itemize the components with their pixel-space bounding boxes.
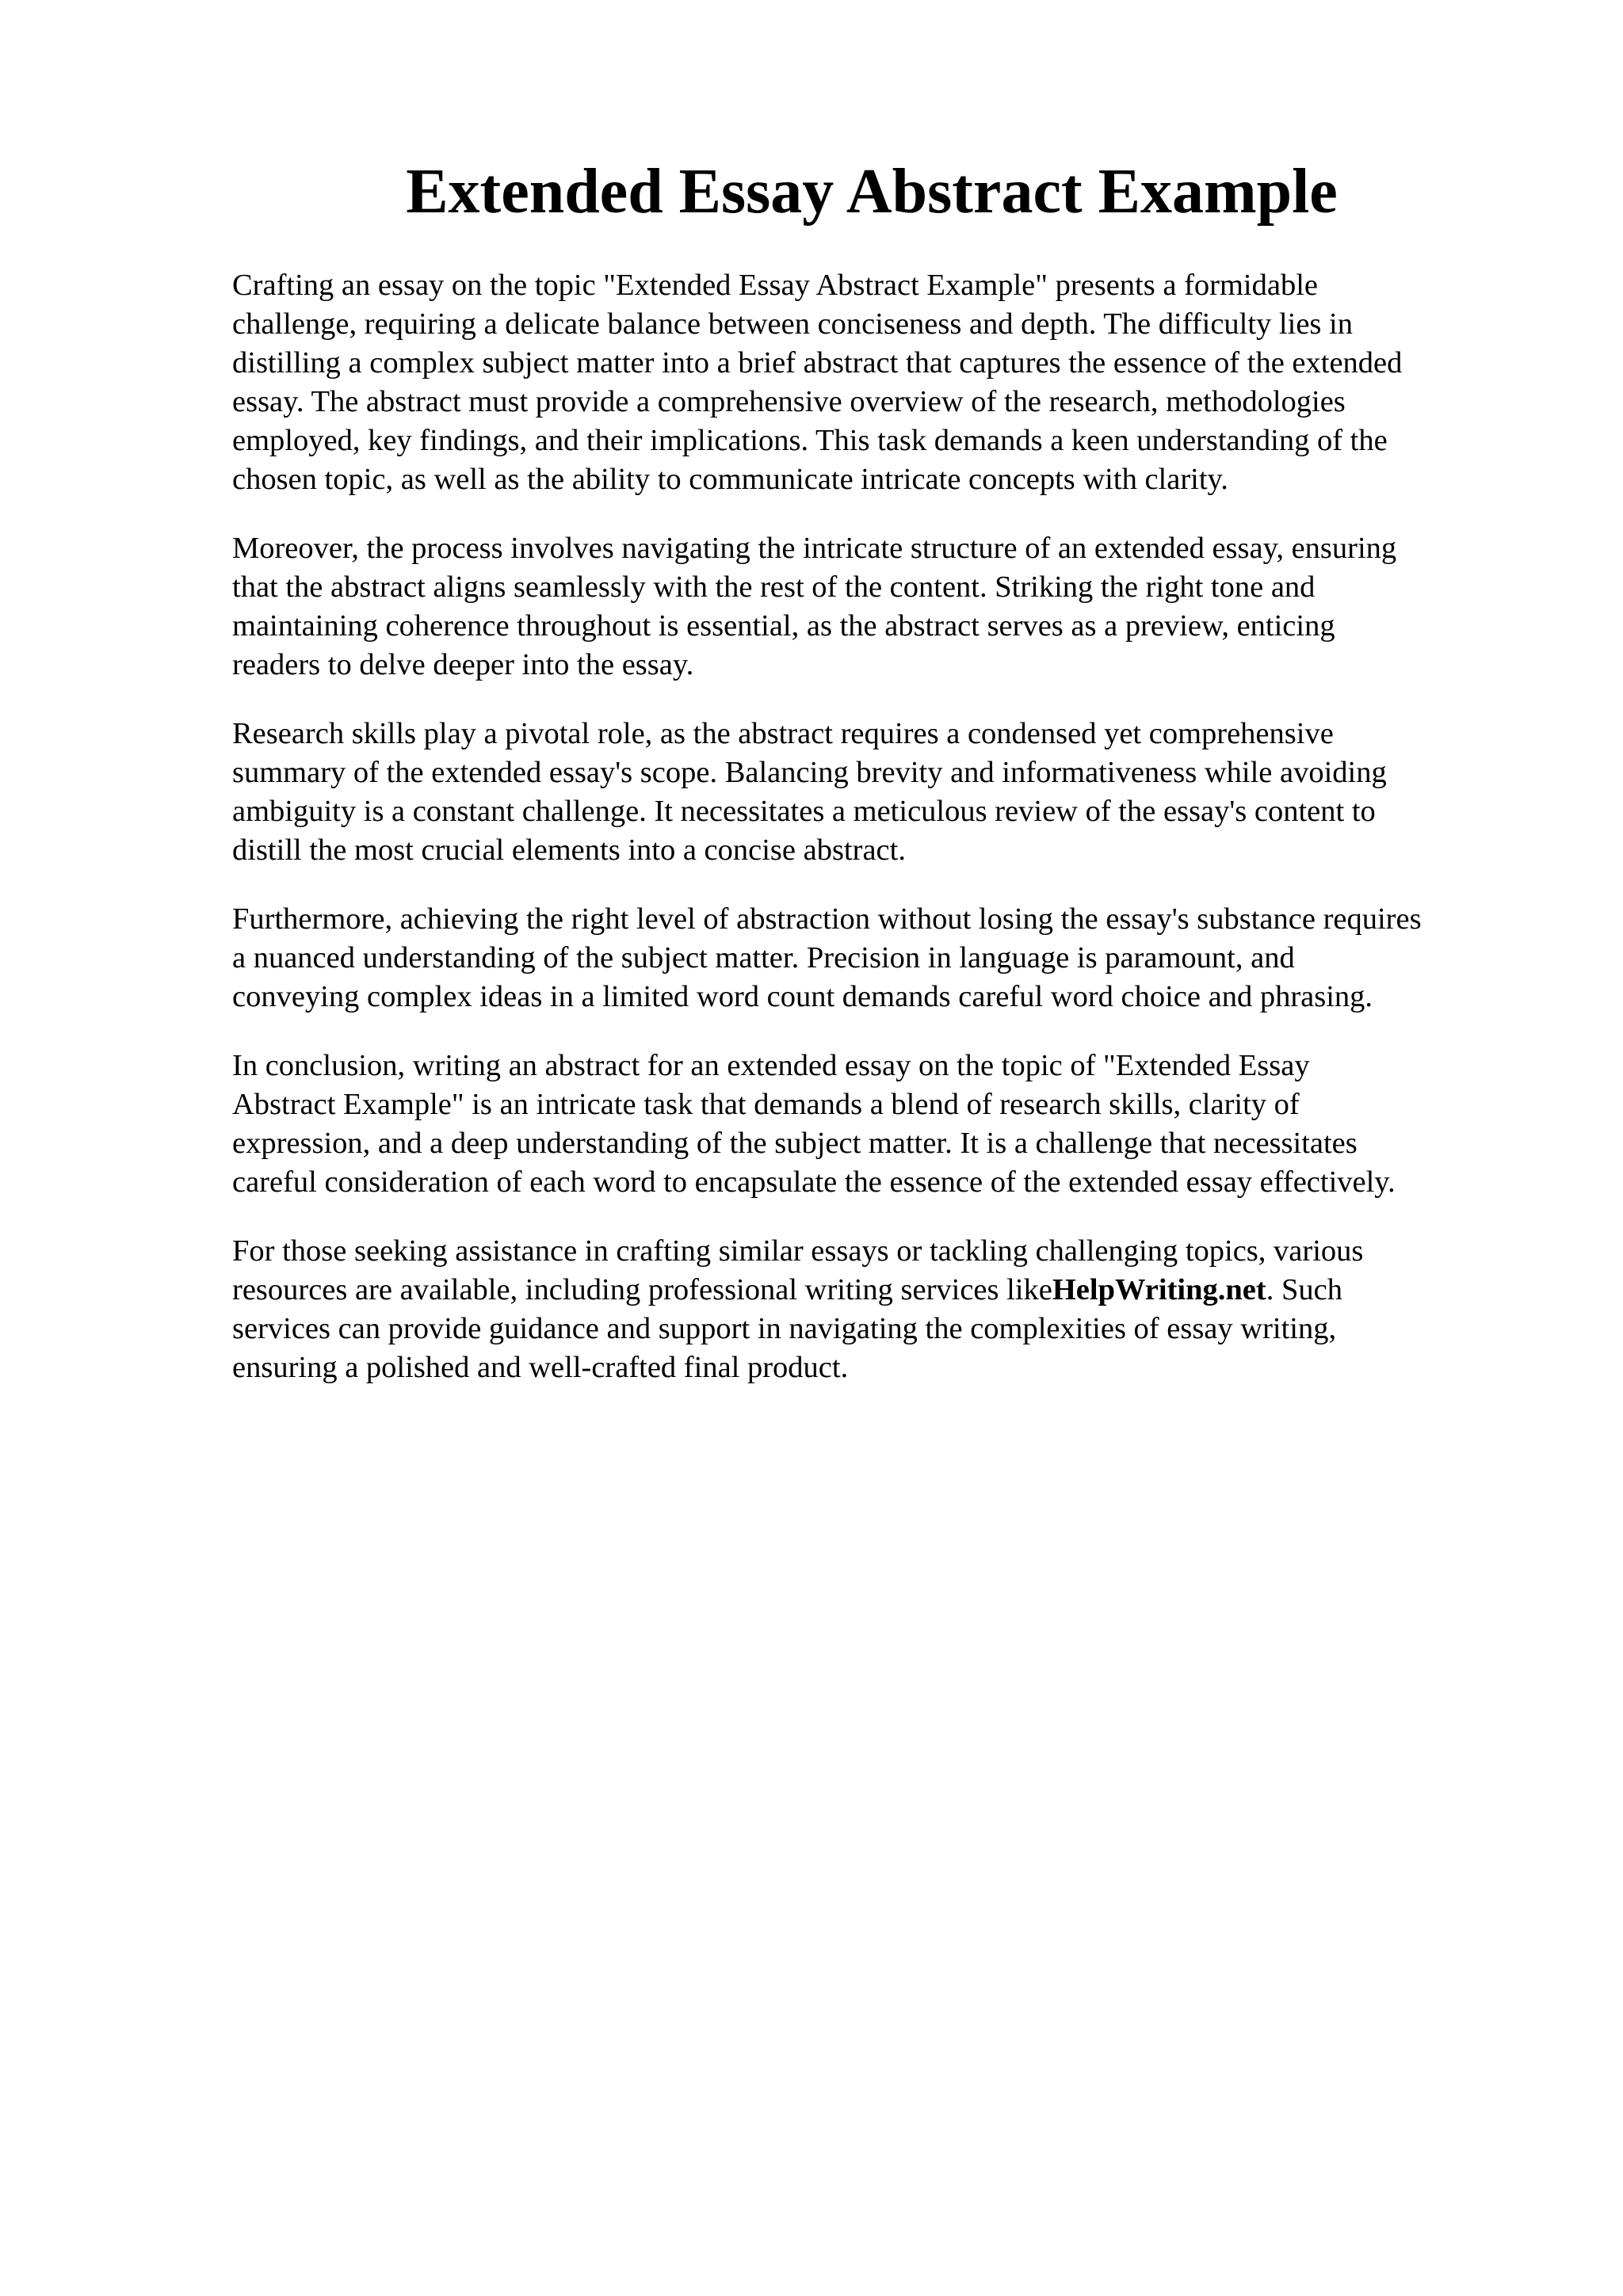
paragraph-line: In conclusion, writing an abstract for an extended essay on the topic of "Extended Essay xyxy=(232,1049,1310,1082)
paragraph-line: Abstract Example" is an intricate task that demands a blend of research skills, clarity of xyxy=(232,1088,1300,1121)
paragraph-line: a nuanced understanding of the subject matter. Precision in language is paramount, and xyxy=(232,941,1295,974)
paragraph-line: careful consideration of each word to encapsulate the essence of the extended essay effectively. xyxy=(232,1165,1396,1199)
paragraph-line: Furthermore, achieving the right level of abstraction without losing the essay's substance requires xyxy=(232,902,1422,936)
paragraph-line: Research skills play a pivotal role, as the abstract requires a condensed yet comprehensive xyxy=(232,717,1334,750)
document-title: Extended Essay Abstract Example xyxy=(406,157,1338,227)
paragraph-line: employed, key findings, and their implications. This task demands a keen understanding of the xyxy=(232,424,1388,457)
paragraph-line: readers to delve deeper into the essay. xyxy=(232,648,694,681)
paragraph-line: summary of the extended essay's scope. Balancing brevity and informativeness while avoiding xyxy=(232,756,1387,789)
paragraph-4 xyxy=(232,900,1532,1016)
closing-text-after-brand: . Such xyxy=(1266,1273,1342,1306)
paragraph-line: expression, and a deep understanding of the subject matter. It is a challenge that necessitates xyxy=(232,1127,1358,1160)
paragraph-line: challenge, requiring a delicate balance between conciseness and depth. The difficulty lies in xyxy=(232,307,1353,341)
paragraph-line: Moreover, the process involves navigating the intricate structure of an extended essay, ensuring xyxy=(232,532,1397,565)
paragraph-line: chosen topic, as well as the ability to communicate intricate concepts with clarity. xyxy=(232,463,1228,496)
paragraph-line: Crafting an essay on the topic "Extended Essay Abstract Example" presents a formidable xyxy=(232,269,1318,302)
paragraph-line-with-link xyxy=(232,1271,1532,1310)
paragraph-line: distilling a complex subject matter into a brief abstract that captures the essence of the extended xyxy=(232,346,1403,379)
paragraph-line: conveying complex ideas in a limited word count demands careful word choice and phrasing. xyxy=(232,980,1373,1013)
paragraph-line: maintaining coherence throughout is essential, as the abstract serves as a preview, enticing xyxy=(232,609,1335,643)
paragraph-closing xyxy=(232,1232,1532,1387)
document-body xyxy=(232,266,1532,1417)
helpwriting-link[interactable]: HelpWriting.net xyxy=(1052,1273,1266,1306)
paragraph-line: ambiguity is a constant challenge. It necessitates a meticulous review of the essay's content to xyxy=(232,795,1376,828)
paragraph-line: For those seeking assistance in crafting similar essays or tackling challenging topics, various xyxy=(232,1234,1364,1268)
paragraph-line: essay. The abstract must provide a comprehensive overview of the research, methodologies xyxy=(232,385,1346,418)
paragraph-line: that the abstract aligns seamlessly with the rest of the content. Striking the right tone and xyxy=(232,570,1316,604)
paragraph-1 xyxy=(232,266,1532,499)
closing-text-before-brand: resources are available, including professional writing services like xyxy=(232,1273,1052,1306)
paragraph-line: ensuring a polished and well-crafted final product. xyxy=(232,1351,849,1384)
paragraph-2 xyxy=(232,529,1532,685)
paragraph-5 xyxy=(232,1047,1532,1202)
paragraph-line: services can provide guidance and support in navigating the complexities of essay writing, xyxy=(232,1312,1337,1345)
paragraph-3 xyxy=(232,715,1532,870)
paragraph-line: distill the most crucial elements into a concise abstract. xyxy=(232,833,906,867)
